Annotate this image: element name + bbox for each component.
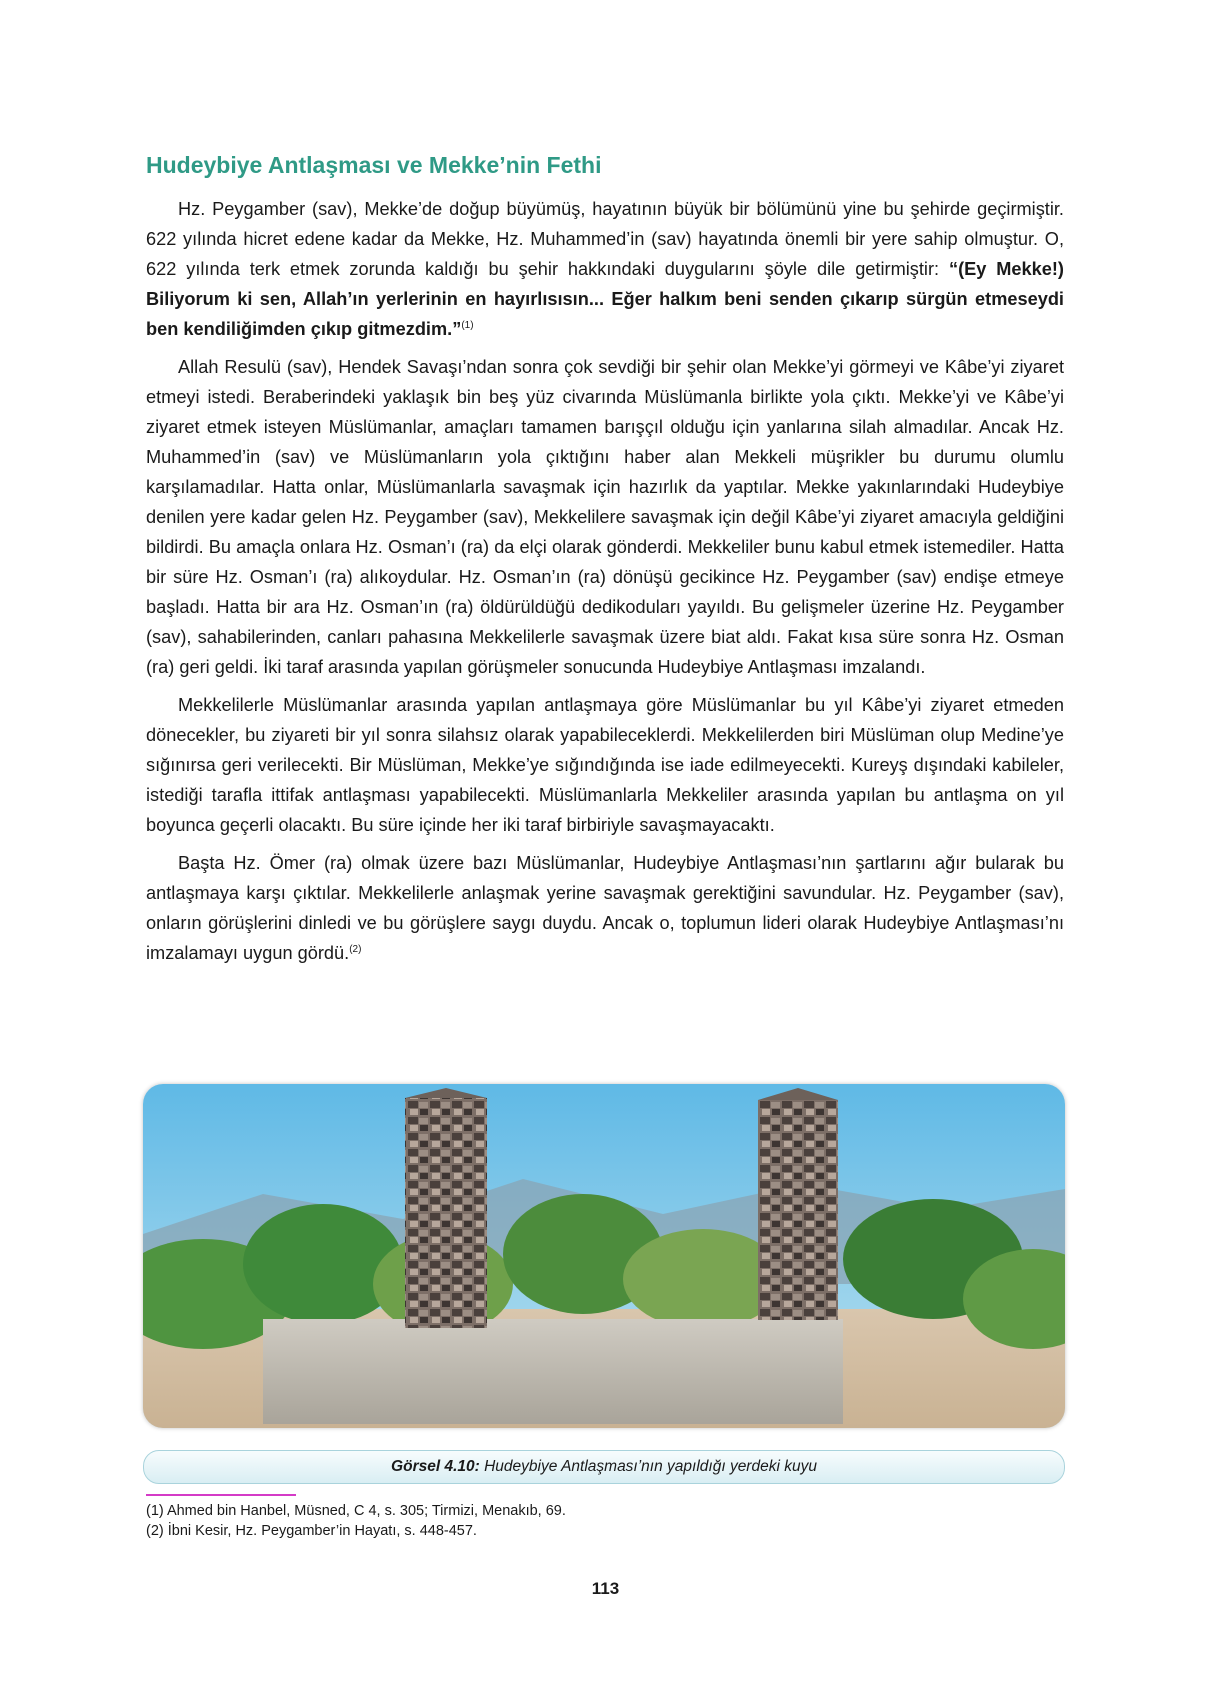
page-number: 113 [591, 1579, 620, 1598]
footnote-ref-1: (1) [461, 320, 474, 331]
section-heading: Hudeybiye Antlaşması ve Mekke’nin Fethi [146, 152, 602, 178]
well-wall [263, 1319, 843, 1424]
figure-caption [143, 1450, 1065, 1484]
paragraph-4-text: Başta Hz. Ömer (ra) olmak üzere bazı Müslümanlar, Hudeybiye Antlaşması’nın şartlarını ağır bularak bu antlaşmaya karşı çıktılar. Mekkelilerle anlaşmak yerine savaşmak gerektiğini savundular. Hz. Peygamber (sav), onların görüşlerini dinledi ve bu görüşlere saygı duydu. Ancak o, toplumun lideri olarak Hudeybiye Antlaşması’nı imzalamayı uygun gördü. [146, 853, 1064, 963]
footnote-2: (2) İbni Kesir, Hz. Peygamber’in Hayatı, s. 448-457. [146, 1523, 477, 1539]
well-photo [143, 1084, 1065, 1428]
well-illustration [143, 1084, 1065, 1428]
figure-text: Hudeybiye Antlaşması’nın yapıldığı yerdeki kuyu [479, 1458, 817, 1475]
mekke-quote: “(Ey Mekke!) Biliyorum ki sen, Allah’ın yerlerinin en hayırlısısın... Eğer halkım beni senden çıkarıp sürgün etmeseydi ben kendiliğimden çıkıp gitmezdim.” [146, 259, 1064, 339]
figure-label: Görsel 4.10: [391, 1458, 480, 1475]
footnote-ref-2: (2) [349, 944, 362, 955]
paragraph-1-text: Hz. Peygamber (sav), Mekke’de doğup büyümüş, hayatının büyük bir bölümünü yine bu şehirde geçirmiştir. 622 yılında hicret edene kadar da Mekke, Hz. Muhammed’in (sav) hayatında önemli bir yere sahip olmuştur. O, 622 yılında terk etmek zorunda kaldığı bu şehir hakkındaki duygularını şöyle dile getirmiştir: [146, 199, 1064, 279]
right-pillar [758, 1100, 838, 1320]
paragraph-2: Allah Resulü (sav), Hendek Savaşı’ndan sonra çok sevdiği bir şehir olan Mekke’yi görmeyi ve Kâbe’yi ziyaret etmeyi istedi. Beraberindeki yaklaşık bin beş yüz civarında Müslümanla birlikte yola çıktı. Mekke’yi ve Kâbe’yi ziyaret etmek isteyen Müslümanlar, amaçları tamamen barışçıl olduğu için yanlarına silah almadılar. Ancak Hz. Muhammed’in (sav) ve Müslümanların yola çıktığını haber alan Mekkeli müşrikler bu durumu olumlu karşılamadılar. Hatta onlar, Müslümanlarla savaşmak için hazırlık da yaptılar. Mekke yakınlarındaki Hudeybiye denilen yere kadar gelen Hz. Peygamber (sav), Mekkelilere savaşmak için değil Kâbe’yi ziyaret amacıyla geldiğini bildirdi. Bu amaçla onlara Hz. Osman’ı (ra) da elçi olarak gönderdi. Mekkeliler bunu kabul etmek istemediler. Hatta bir süre Hz. Osman’ı (ra) alıkoydular. Hz. Osman’ın (ra) dönüşü gecikince Hz. Peygamber (sav) endişe etmeye başladı. Hatta bir ara Hz. Osman’ın (ra) öldürüldüğü dedikoduları yayıldı. Bu gelişmeler üzerine Hz. Peygamber (sav), sahabilerinden, canları pahasına Mekkelilerle savaşmak üzere biat aldı. Fakat kısa süre sonra Hz. Osman (ra) geri geldi. İki taraf arasında yapılan görüşmeler sonucunda Hudeybiye Antlaşması imzalandı. [146, 357, 1064, 677]
footnotes [146, 1501, 566, 1541]
footnote-divider [146, 1494, 296, 1496]
footnote-1: (1) Ahmed bin Hanbel, Müsned, C 4, s. 305; Tirmizi, Menakıb, 69. [146, 1503, 566, 1519]
paragraph-1 [146, 194, 1064, 344]
paragraph-4 [146, 848, 1064, 968]
body-text [146, 194, 1064, 976]
left-pillar [405, 1098, 487, 1328]
paragraph-3: Mekkelilerle Müslümanlar arasında yapılan antlaşmaya göre Müslümanlar bu yıl Kâbe’yi ziyaret etmeden dönecekler, bu ziyareti bir yıl sonra silahsız olarak yapabileceklerdi. Mekkelilerden biri Müslüman olup Medine’ye sığınırsa geri verilecekti. Bir Müslüman, Mekke’ye sığındığında ise iade edilmeyecekti. Kureyş dışındaki kabileler, istediği tarafla ittifak antlaşması yapabilecekti. Müslümanlarla Mekkeliler arasında yapılan bu antlaşma on yıl boyunca geçerli olacaktı. Bu süre içinde her iki taraf birbiriyle savaşmayacaktı. [146, 695, 1064, 835]
